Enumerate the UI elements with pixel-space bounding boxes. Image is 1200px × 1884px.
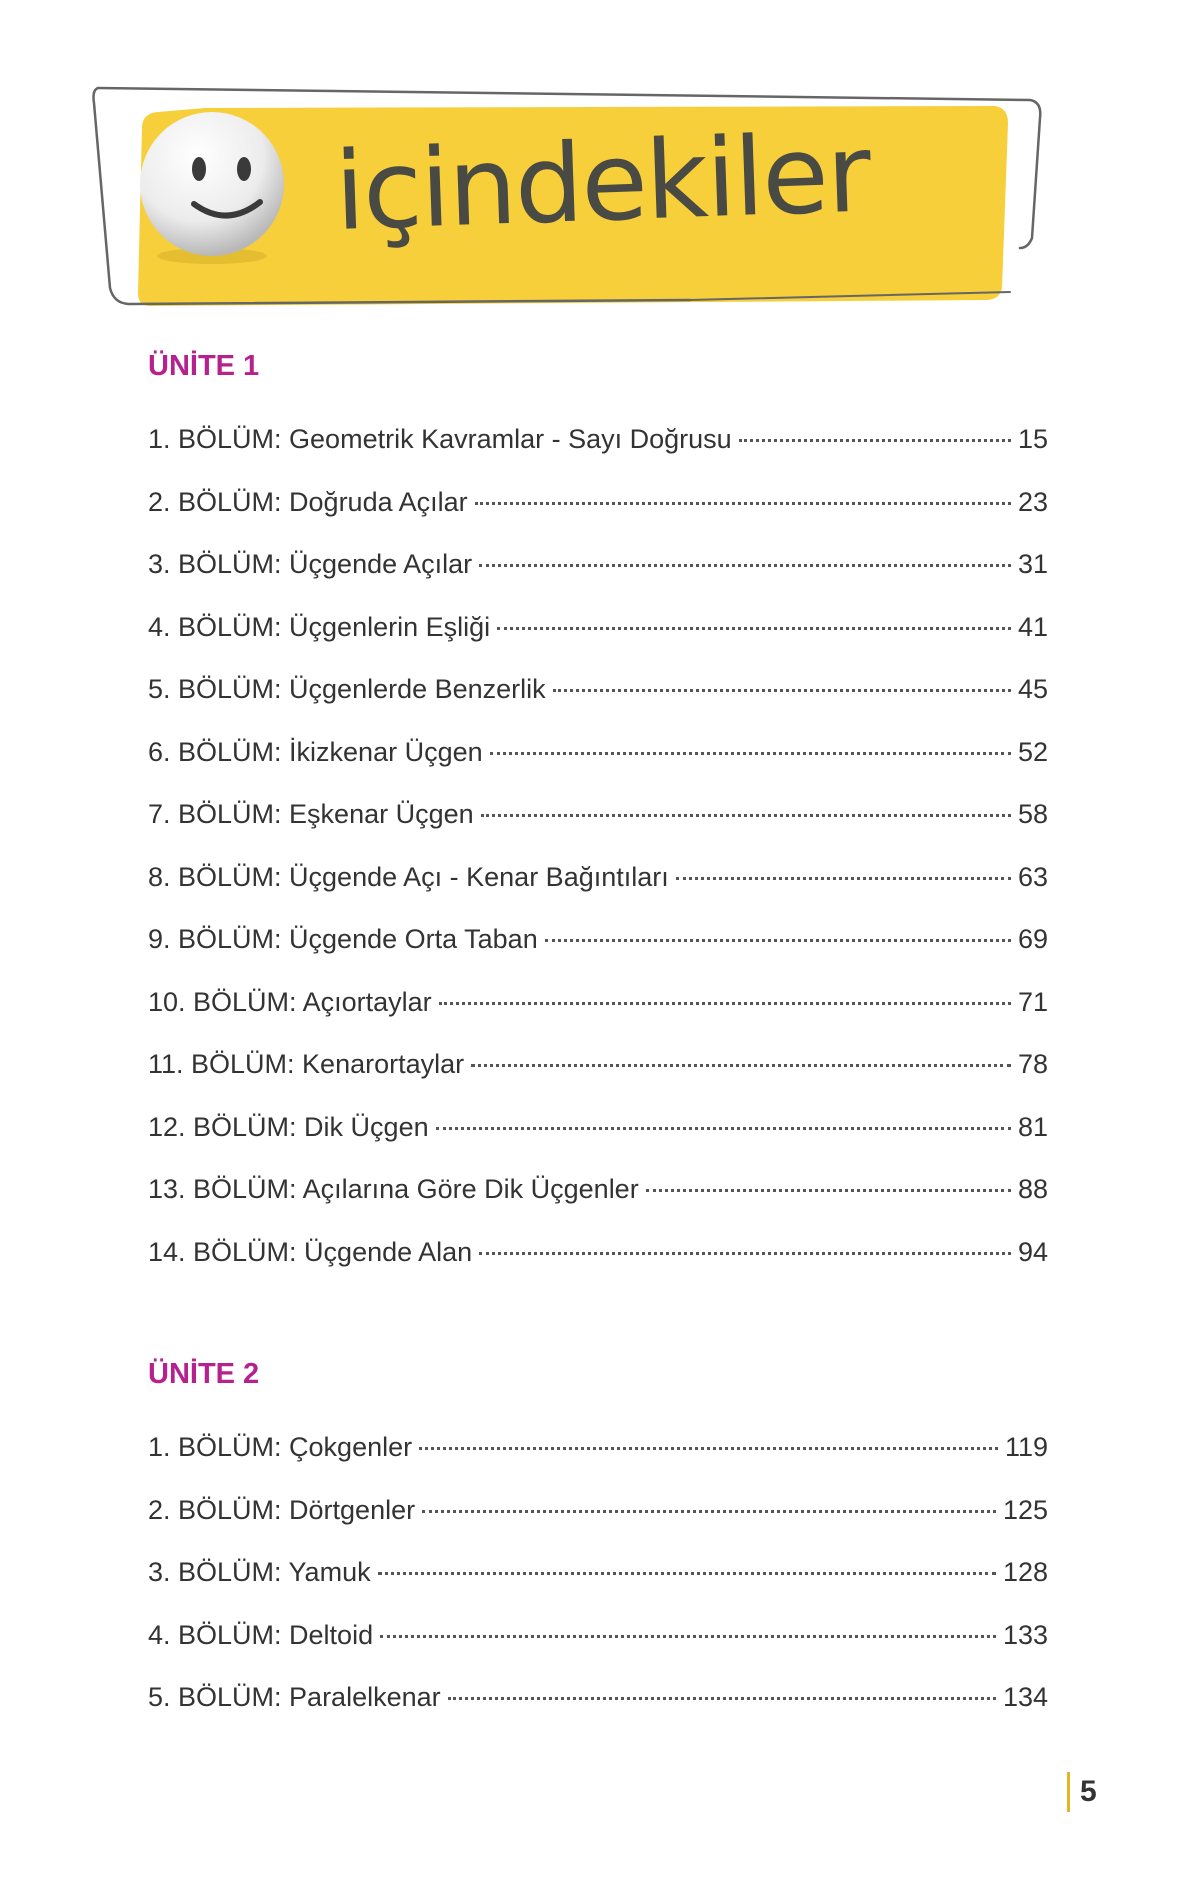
toc-entry-label: 13. BÖLÜM: Açılarına Göre Dik Üçgenler bbox=[148, 1174, 639, 1204]
dot-leader bbox=[553, 689, 1011, 692]
toc-entry-label: 2. BÖLÜM: Dörtgenler bbox=[148, 1494, 416, 1525]
dot-leader bbox=[676, 877, 1011, 880]
header-banner bbox=[90, 78, 1050, 318]
page-number: 5 bbox=[1067, 1772, 1097, 1812]
toc-entry-page: 23 bbox=[1017, 486, 1048, 517]
toc-entry-label: 7. BÖLÜM: Eşkenar Üçgen bbox=[148, 799, 474, 829]
dot-leader bbox=[380, 1635, 996, 1638]
toc-entry-page: 119 bbox=[1004, 1432, 1048, 1462]
toc-entry-label: 10. BÖLÜM: Açıortaylar bbox=[148, 986, 432, 1017]
unit-section bbox=[148, 346, 1048, 1283]
unit-title: ÜNİTE 1 bbox=[148, 350, 260, 382]
unit-title: ÜNİTE 2 bbox=[148, 1358, 260, 1390]
toc-entry-label: 9. BÖLÜM: Üçgende Orta Taban bbox=[148, 924, 538, 954]
dot-leader bbox=[497, 627, 1011, 630]
toc-entry-page: 94 bbox=[1017, 1236, 1048, 1267]
toc-entry-label: 3. BÖLÜM: Yamuk bbox=[148, 1557, 371, 1587]
dot-leader bbox=[475, 502, 1011, 505]
toc-entry[interactable] bbox=[148, 596, 1048, 659]
toc-entry[interactable] bbox=[148, 783, 1048, 846]
toc-entry-page: 45 bbox=[1017, 674, 1048, 704]
dot-leader bbox=[419, 1447, 998, 1450]
dot-leader bbox=[439, 1002, 1011, 1005]
toc-entry[interactable] bbox=[148, 1666, 1048, 1729]
toc-entry-label: 4. BÖLÜM: Deltoid bbox=[148, 1619, 374, 1650]
toc-entry-page: 58 bbox=[1017, 799, 1048, 829]
toc-entry-page: 69 bbox=[1017, 924, 1048, 954]
toc-entry-page: 78 bbox=[1017, 1049, 1048, 1079]
toc-entry[interactable] bbox=[148, 846, 1048, 909]
toc-entry-page: 31 bbox=[1017, 549, 1048, 579]
smiley-face-icon bbox=[132, 106, 292, 266]
toc-entry[interactable] bbox=[148, 533, 1048, 596]
toc-entry-label: 12. BÖLÜM: Dik Üçgen bbox=[148, 1111, 429, 1142]
dot-leader bbox=[422, 1510, 996, 1513]
toc-entry-label: 1. BÖLÜM: Geometrik Kavramlar - Sayı Doğrusu bbox=[148, 424, 732, 454]
dot-leader bbox=[479, 1252, 1011, 1255]
dot-leader bbox=[481, 814, 1011, 817]
toc-entry-page: 15 bbox=[1017, 424, 1048, 454]
toc-entry-label: 4. BÖLÜM: Üçgenlerin Eşliği bbox=[148, 611, 491, 642]
toc-entry[interactable] bbox=[148, 1604, 1048, 1667]
toc-entry[interactable] bbox=[148, 1033, 1048, 1096]
toc-entry[interactable] bbox=[148, 1416, 1048, 1479]
unit-section bbox=[148, 1354, 1048, 1729]
toc-entry-label: 8. BÖLÜM: Üçgende Açı - Kenar Bağıntıları bbox=[148, 861, 669, 892]
toc-entry-page: 125 bbox=[1002, 1494, 1048, 1525]
toc-entry[interactable] bbox=[148, 471, 1048, 534]
toc-entry-label: 3. BÖLÜM: Üçgende Açılar bbox=[148, 549, 473, 579]
toc-entry-label: 1. BÖLÜM: Çokgenler bbox=[148, 1432, 413, 1462]
toc-entry-label: 11. BÖLÜM: Kenarortaylar bbox=[148, 1049, 465, 1079]
toc-entry[interactable] bbox=[148, 971, 1048, 1034]
dot-leader bbox=[739, 439, 1011, 442]
toc-entry-page: 41 bbox=[1017, 611, 1048, 642]
toc-entry[interactable] bbox=[148, 908, 1048, 971]
dot-leader bbox=[490, 752, 1011, 755]
dot-leader bbox=[479, 564, 1011, 567]
page-title: içindekiler bbox=[332, 111, 872, 255]
toc-entry-page: 81 bbox=[1017, 1111, 1048, 1142]
toc-entry[interactable] bbox=[148, 1541, 1048, 1604]
toc-entry-label: 5. BÖLÜM: Üçgenlerde Benzerlik bbox=[148, 674, 546, 704]
toc-entry-label: 6. BÖLÜM: İkizkenar Üçgen bbox=[148, 736, 483, 767]
toc-entry-page: 88 bbox=[1017, 1174, 1048, 1204]
dot-leader bbox=[378, 1572, 996, 1575]
toc-entry-page: 63 bbox=[1017, 861, 1048, 892]
toc-entry[interactable] bbox=[148, 1096, 1048, 1159]
dot-leader bbox=[545, 939, 1011, 942]
toc-entry-label: 2. BÖLÜM: Doğruda Açılar bbox=[148, 486, 468, 517]
dot-leader bbox=[436, 1127, 1011, 1130]
dot-leader bbox=[646, 1189, 1011, 1192]
toc-entry-page: 128 bbox=[1002, 1557, 1048, 1587]
toc-entry-label: 5. BÖLÜM: Paralelkenar bbox=[148, 1682, 441, 1712]
toc-entry[interactable] bbox=[148, 721, 1048, 784]
toc-entry-page: 133 bbox=[1002, 1619, 1048, 1650]
toc-entry[interactable] bbox=[148, 408, 1048, 471]
toc-list bbox=[148, 408, 1048, 1283]
dot-leader bbox=[448, 1697, 996, 1700]
toc-entry[interactable] bbox=[148, 1221, 1048, 1284]
toc-entry-label: 14. BÖLÜM: Üçgende Alan bbox=[148, 1236, 473, 1267]
dot-leader bbox=[471, 1064, 1011, 1067]
toc-entry[interactable] bbox=[148, 1158, 1048, 1221]
toc-entry[interactable] bbox=[148, 1479, 1048, 1542]
toc-entry-page: 71 bbox=[1017, 986, 1048, 1017]
toc-entry-page: 52 bbox=[1017, 736, 1048, 767]
toc-entry[interactable] bbox=[148, 658, 1048, 721]
toc-entry-page: 134 bbox=[1002, 1682, 1048, 1712]
toc-list bbox=[148, 1416, 1048, 1729]
